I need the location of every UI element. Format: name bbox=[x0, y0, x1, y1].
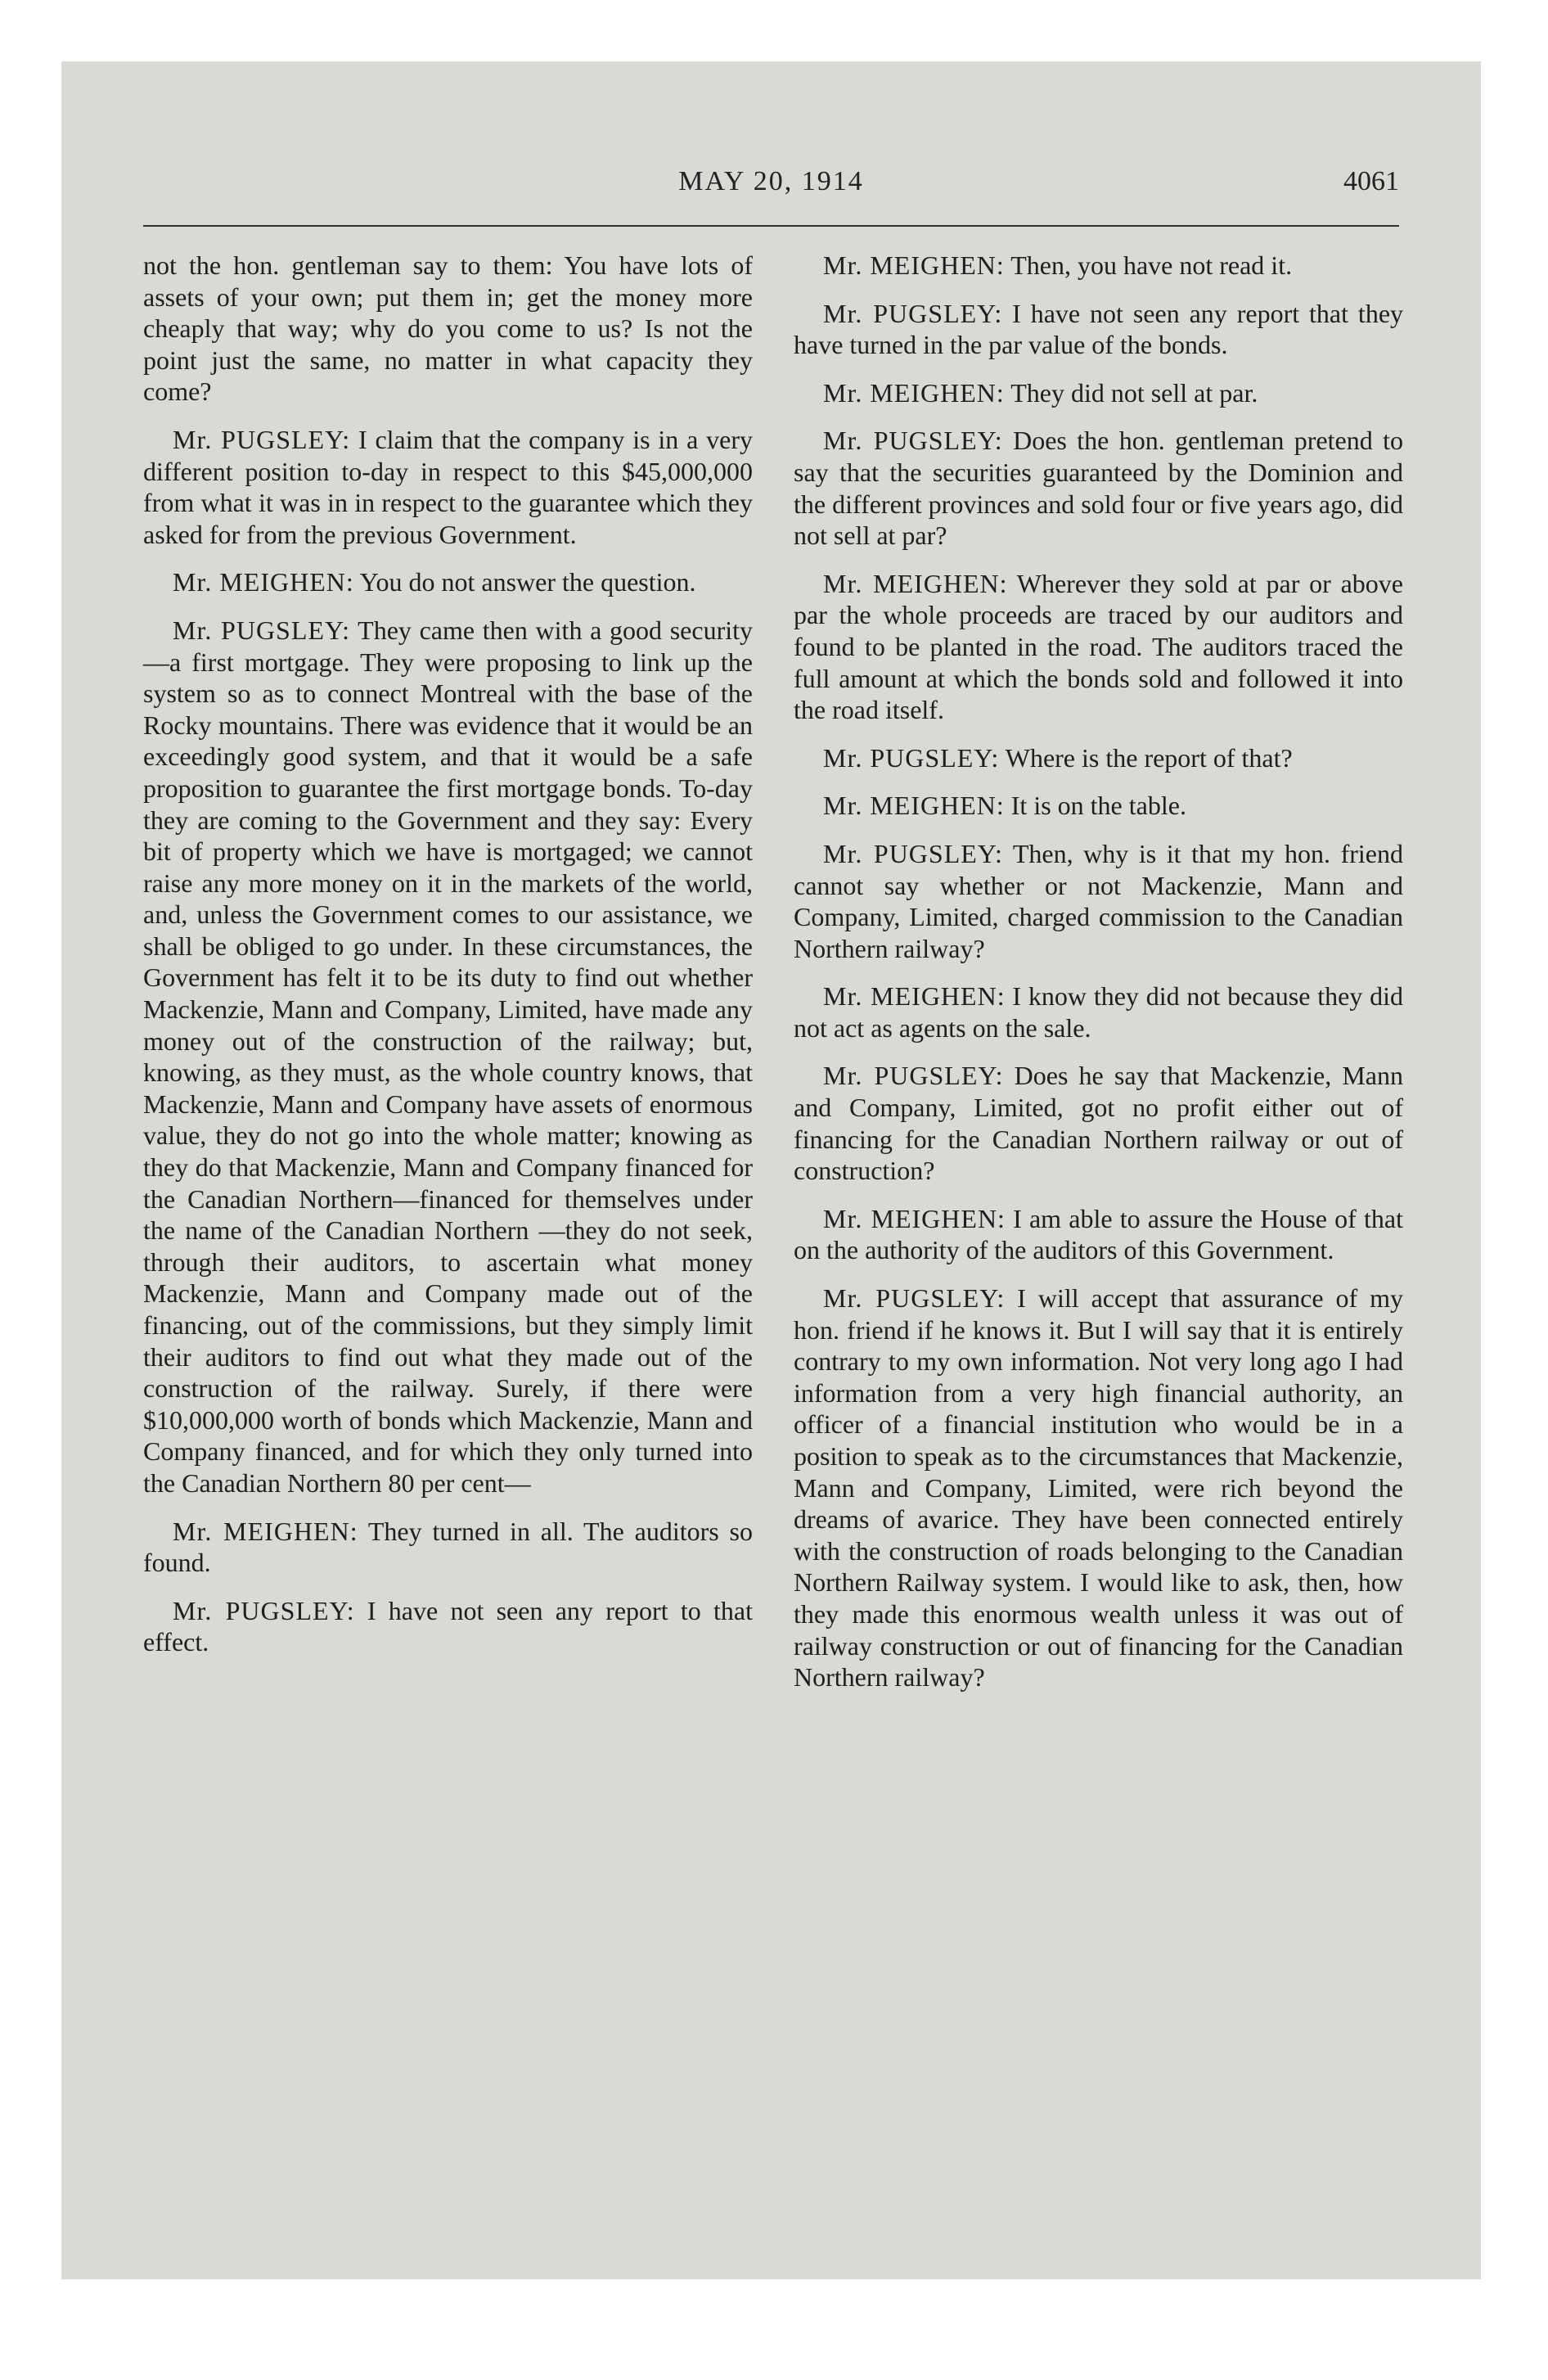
paragraph-text: I am able to assure the House of that on the authority of the auditors of this Government. bbox=[794, 1203, 1404, 1265]
speaker-name: Mr. MEIGHEN: bbox=[823, 568, 1008, 598]
paragraph bbox=[143, 250, 753, 408]
paragraph-text: I will accept that assurance of my hon. friend if he knows it. But I will say that it is entirely contrary to my own information. Not very long ago I had information from a very high financial authority, an officer of a financial institution who would be in a position to speak as to the circumstances that Mackenzie, Mann and Company, Limited, were rich beyond the dreams of avarice. They have been connected entirely with the construction of roads belonging to the Canadian Northern Railway system. I would like to ask, then, how they made this enormous wealth unless it was out of railway construction or out of financing for the Canadian Northern railway? bbox=[794, 1283, 1404, 1693]
paragraph bbox=[794, 980, 1403, 1044]
paragraph-text: Where is the report of that? bbox=[1005, 742, 1293, 773]
right-column bbox=[794, 250, 1403, 1710]
speaker-name: Mr. MEIGHEN: bbox=[823, 1203, 1006, 1233]
speaker-name: Mr. MEIGHEN: bbox=[823, 250, 1005, 280]
page-header bbox=[143, 166, 1399, 215]
paragraph bbox=[794, 1060, 1403, 1186]
page-number: 4061 bbox=[1343, 166, 1399, 196]
paragraph-text: I know they did not because they did not act as agents on the sale. bbox=[794, 981, 1404, 1043]
paragraph bbox=[143, 615, 753, 1499]
paragraph-text: It is on the table. bbox=[1010, 791, 1186, 821]
paragraph bbox=[143, 1595, 753, 1658]
paragraph bbox=[794, 298, 1403, 361]
paragraph-text: not the hon. gentleman say to them: You have lots of assets of your own; put them in; get the money more cheaply that way; why do you come to us? Is not the point just the same, no matter in what capacity they come? bbox=[143, 250, 753, 407]
paragraph-text: Wherever they sold at par or above par the whole proceeds are traced by our auditors and found to be planted in the road. The auditors traced the full amount at which the bonds sold and followed it into the road itself. bbox=[794, 568, 1404, 725]
speaker-name: Mr. MEIGHEN: bbox=[823, 981, 1006, 1012]
speaker-name: Mr. PUGSLEY: bbox=[823, 1283, 1006, 1314]
speaker-name: Mr. PUGSLEY: bbox=[823, 298, 1003, 328]
speaker-name: Mr. PUGSLEY: bbox=[823, 742, 1000, 773]
speaker-name: Mr. MEIGHEN: bbox=[823, 377, 1005, 408]
paragraph bbox=[794, 1282, 1403, 1693]
document-page bbox=[61, 61, 1481, 2279]
paragraph bbox=[794, 250, 1403, 282]
paragraph-text: Does the hon. gentleman pretend to say that the securities guaranteed by the Dominion and the different provinces and sold four or five years ago, did not sell at par? bbox=[794, 426, 1404, 551]
paragraph-text: I claim that the company is in a very different position to-day in respect to this $45,000,000 from what it was in in respect to the guarantee which they asked for from the previous Government. bbox=[143, 424, 753, 549]
paragraph-text: I have not seen any report that they have turned in the par value of the bonds. bbox=[794, 298, 1404, 360]
paragraph bbox=[794, 742, 1403, 774]
speaker-name: Mr. MEIGHEN: bbox=[173, 567, 354, 597]
header-rule bbox=[143, 225, 1399, 227]
speaker-name: Mr. PUGSLEY: bbox=[173, 424, 351, 454]
paragraph-text: Then, you have not read it. bbox=[1010, 250, 1293, 280]
paragraph-text: They turned in all. The auditors so found. bbox=[143, 1516, 754, 1578]
paragraph bbox=[794, 790, 1403, 822]
paragraph bbox=[794, 377, 1403, 409]
paragraph bbox=[143, 1516, 753, 1579]
running-head: MAY 20, 1914 bbox=[678, 166, 864, 196]
speaker-name: Mr. PUGSLEY: bbox=[823, 426, 1003, 456]
paragraph-text: Does he say that Mackenzie, Mann and Company, Limited, got no profit either out of financing for the Canadian Northern railway or out of construction? bbox=[794, 1061, 1404, 1186]
paragraph bbox=[794, 838, 1403, 964]
paragraph-text: They came then with a good security—a first mortgage. They were proposing to link up the system so as to connect Montreal with the base of the Rocky mountains. There was evidence that it would be an exceedingly good system, and that it would be a safe proposition to guarantee the first mortgage bonds. To-day they are coming to the Government and they say: Every bit of property which we have is mortgaged; we cannot raise any more money on it in the markets of the world, and, unless the Government comes to our assistance, we shall be obliged to go under. In these circumstances, the Government has felt it to be its duty to find out whether Mackenzie, Mann and Company, Limited, have made any money out of the construction of the railway; but, knowing, as they must, as the whole country knows, that Mackenzie, Mann and Company have assets of enormous value, they do not go into the whole matter; knowing as they do that Mackenzie, Mann and Company financed for the Canadian Northern—financed for themselves under the name of the Canadian Northern —they do not seek, through their auditors, to ascertain what money Mackenzie, Mann and Company made out of the financing, out of the commissions, but they simply limit their auditors to find out what they made out of the construction of the railway. Surely, if there were $10,000,000 worth of bonds which Mackenzie, Mann and Company financed, and for which they only turned into the Canadian Northern 80 per cent— bbox=[143, 615, 754, 1498]
speaker-name: Mr. MEIGHEN: bbox=[823, 791, 1005, 821]
paragraph-text: You do not answer the question. bbox=[359, 567, 696, 597]
speaker-name: Mr. PUGSLEY: bbox=[173, 615, 351, 645]
speaker-name: Mr. PUGSLEY: bbox=[173, 1595, 355, 1625]
left-column bbox=[143, 250, 753, 1675]
paragraph bbox=[794, 568, 1403, 726]
paragraph bbox=[794, 1203, 1403, 1266]
speaker-name: Mr. PUGSLEY: bbox=[823, 1061, 1004, 1091]
paragraph bbox=[794, 425, 1403, 551]
paragraph bbox=[143, 424, 753, 550]
speaker-name: Mr. MEIGHEN: bbox=[173, 1516, 358, 1546]
speaker-name: Mr. PUGSLEY: bbox=[823, 838, 1003, 868]
paragraph-text: They did not sell at par. bbox=[1010, 377, 1258, 408]
paragraph-text: I have not seen any report to that effect. bbox=[143, 1595, 753, 1657]
paragraph-text: Then, why is it that my hon. friend cannot say whether or not Mackenzie, Mann and Company, Limited, charged commission to the Canadian Northern railway? bbox=[794, 838, 1404, 963]
paragraph bbox=[143, 566, 753, 598]
